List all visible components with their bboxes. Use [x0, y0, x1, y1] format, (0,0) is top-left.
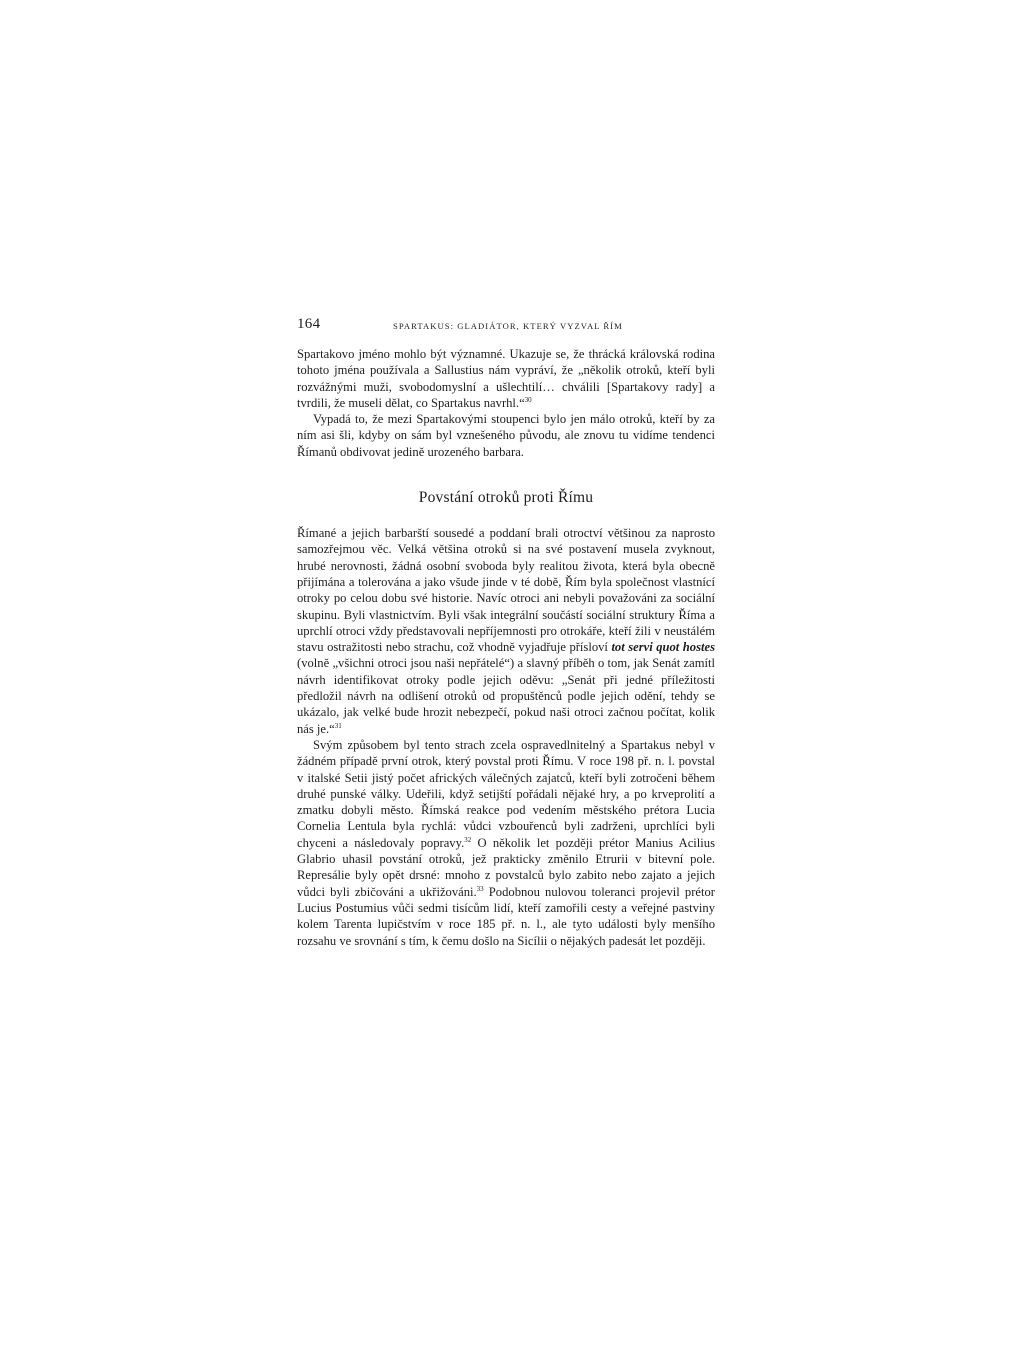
section-heading: Povstání otroků proti Římu — [418, 489, 594, 507]
paragraph-text: Spartakovo jméno mohlo být významné. Ukazuje se, že thrácká královská rodina tohoto jména používala a Sallustius nám vypráví, že „několik otroků, kteří byli rozvážnými muži, svobodomyslní a ušlechtilí… chválili [Spartakovy rady] a tvrdili, že museli dělat, co Spartakus navrhl.“ — [297, 347, 715, 410]
running-title: SPARTAKUS: GLADIÁTOR, KTERÝ VYZVAL ŘÍM — [393, 321, 623, 331]
paragraph-text: Římané a jejich barbarští sousedé a poddaní brali otroctví většinou za naprosto samozřejmou věc. Velká většina otroků si na své postavení musela zvyknout, hrubé nerovnosti, žádná osobní svoboda byly realitou života, která byla obecně přijímána a tolerována a jako všude jinde v té době, Řím byla společnost vlastnící otroky po celou dobu své historie. Navíc otroci ani nebyli považováni za sociální skupinu. Byli vlastnictvím. Byli však integrální součástí sociální struktury Říma a uprchlí otroci vždy představovali nepříjemnosti pro otrokáře, kteří žili v neustálém stavu ostražitosti nebo strachu, což vhodně vyjadřuje přísloví — [297, 526, 715, 655]
paragraph — [297, 737, 715, 949]
footnote-ref: 32 — [464, 835, 472, 844]
running-head — [297, 316, 715, 336]
body-text-top — [297, 346, 715, 460]
latin-proverb: tot servi quot hostes — [611, 640, 715, 655]
book-page — [297, 316, 715, 949]
footnote-ref: 33 — [476, 884, 484, 893]
paragraph — [297, 525, 715, 737]
paragraph: Vypadá to, že mezi Spartakovými stoupenci bylo jen málo otroků, kteří by za ním asi šli, kdyby on sám byl vznešeného původu, ale znovu tu vidíme tendenci Římanů obdivovat jedině urozeného barbara. — [297, 412, 715, 459]
paragraph-text: O několik let později prétor Manius Acilius Glabrio uhasil povstání otroků, jež prakticky změnilo Etrurii v bitevní pole. Represálie byly opět drsné: mnoho z povstalců bylo zabito nebo zajato a jejich vůdci byli zbičováni a ukřižováni. — [297, 835, 715, 899]
footnote-ref: 30 — [524, 395, 532, 404]
paragraph — [297, 346, 715, 411]
paragraph-text: Podobnou nulovou toleranci projevil prétor Lucius Postumius vůči sedmi tisícům lidí, kteří zamořili cesty a veřejné pastviny kolem Tarenta lupičstvím v roce 185 př. n. l., ale tyto události byly menšího rozsahu ve srovnání s tím, k čemu došlo na Sicílii o nějakých padesát let později. — [297, 884, 716, 948]
body-text-section — [297, 525, 715, 949]
paragraph-text: Svým způsobem byl tento strach zcela ospravedlnitelný a Spartakus nebyl v žádném případě první otrok, který povstal proti Římu. V roce 198 př. n. l. povstal v italské Setii jistý počet afrických válečných zajatců, kteří byli zotročeni během druhé punské války. Udeřili, když setijští pořádali nějaké hry, a po krveprolití a zmatku dobyli město. Římská reakce pod vedením městského prétora Lucia Cornelia Lentula byla rychlá: vůdci vzbouřenců byli zadrženi, uprchlíci byli chyceni a následovaly popravy. — [297, 737, 715, 850]
footnote-ref: 31 — [334, 721, 342, 730]
page-number: 164 — [297, 316, 321, 332]
paragraph-text: (volně „všichni otroci jsou naši nepřátelé“) a slavný příběh o tom, jak Senát zamítl návrh identifikovat otroky podle jejich oděvu: „Senát při jedné příležitosti předložil návrh na odlišení otroků od propuštěnců podle jejich odění, tehdy se ukázalo, jak velké bude hrozit nebezpečí, pokud naši otroci začnou počítat, kolik nás je.“ — [297, 656, 715, 736]
